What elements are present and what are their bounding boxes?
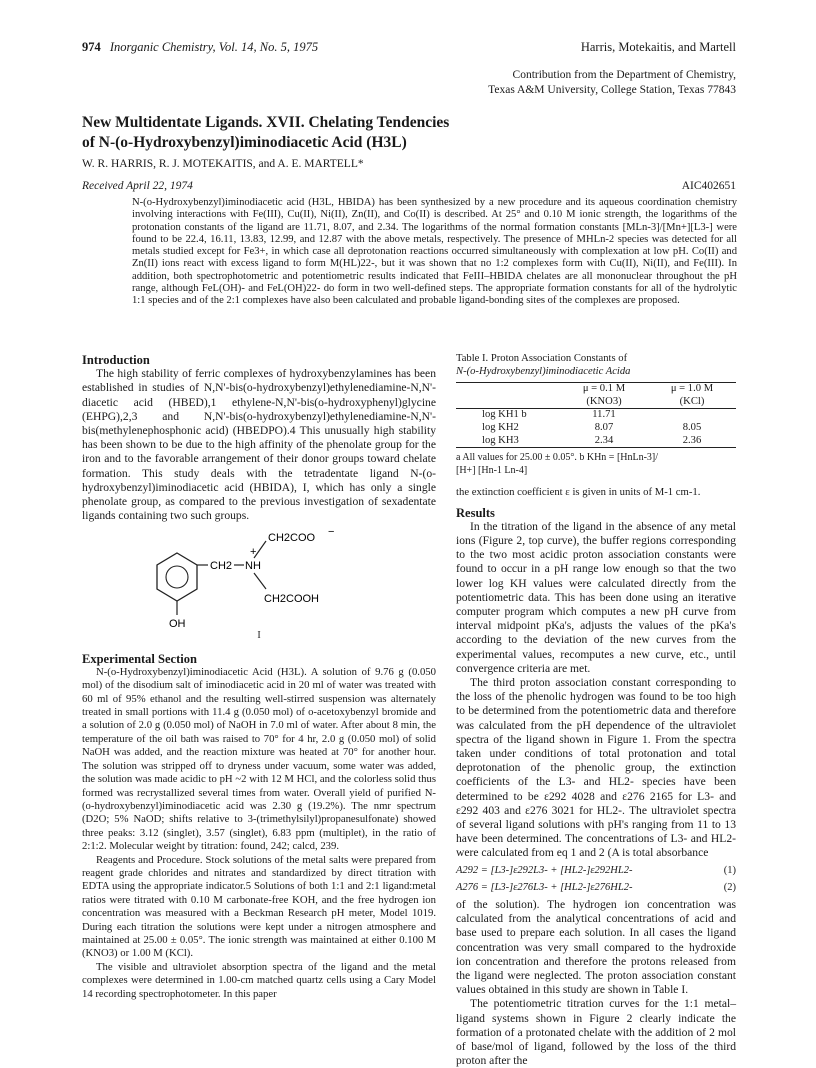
table-footnote-line-2: [H+] [Hn-1 Ln-4] — [456, 464, 528, 476]
table-col2-sub: (KCl) — [648, 396, 736, 409]
contribution-affiliation — [488, 68, 736, 98]
contribution-line-2: Texas A&M University, College Station, Texas 77843 — [488, 84, 736, 96]
aromatic-circle — [166, 566, 188, 588]
nh-label: NH — [245, 560, 261, 573]
chemical-structure-diagram — [142, 525, 372, 629]
minus-charge: − — [328, 526, 335, 539]
running-header-authors: Harris, Motekaitis, and Martell — [580, 40, 736, 54]
received-date: Received April 22, 1974 — [82, 180, 193, 192]
table-proton-constants — [456, 353, 736, 477]
equation-1-number: (1) — [723, 864, 736, 876]
title-line-2: of N-(o-Hydroxybenzyl)iminodiacetic Acid (H3L) — [82, 134, 407, 151]
right-column — [456, 353, 736, 1068]
table-col2-head: μ = 1.0 M — [648, 383, 736, 396]
ch2coo-label: CH2COO — [268, 532, 316, 545]
table-row-label: log KH1 b — [482, 409, 527, 421]
table-cell: 11.71 — [592, 409, 616, 421]
journal-citation: Inorganic Chemistry, Vol. 14, No. 5, 1975 — [109, 40, 319, 54]
n-lower-bond — [254, 573, 266, 589]
table-body — [456, 382, 736, 448]
page-number: 974 — [82, 40, 101, 54]
table-caption-line-2: N-(o-Hydroxybenzyl)iminodiacetic Acida — [456, 365, 631, 377]
experimental-heading: Experimental Section — [82, 651, 197, 666]
results-paragraph-4: The potentiometric titration curves for the 1:1 metal–ligand systems shown in Figure 2 clearly indicate the formation of a protonated chelate with the addition of 2 mol of base/mol of ligand, followed by the loss of the third proton after the — [456, 997, 736, 1068]
table-cell: 2.36 — [648, 435, 736, 448]
experimental-paragraph-reagents: Reagents and Procedure. Stock solutions of the metal salts were prepared from reagent grade chlorides and nitrates and standardized by direct titration with EDTA using the appropriate indicator.5 Solutions of both 1:1 and 2:1 ligand:metal ratios were titrated with 0.10 M carbonate-free KOH, and the free hydrogen ion concentration was measured with a Beckman Research pH meter, Model 1019. During each titration the solutions were kept under a nitrogen atmosphere and maintained at 25.00 ± 0.05°. The ionic strength was maintained at either 0.100 M (KNO3) or 1.00 M (KCl). — [82, 853, 436, 960]
table-cell: 2.34 — [560, 435, 648, 448]
results-paragraph-1: In the titration of the ligand in the absence of any metal ions (Figure 2, top curve), the buffer regions corresponding to the two most acidic proton association constants were found to occur in a pH range low enough so that the two lower log KH values were calculated directly from the potentiometric data. This has been done using an iterative computer program which computes a new pH curve from interval midpoint pKa's, adjusts the values of the pKa's according to the deviation of the new curves from the experimental values, recomputes a new curve, etc., until convergence criteria are met. — [456, 519, 736, 675]
table-caption-line-1: Table I. Proton Association Constants of — [456, 353, 628, 364]
table-row — [456, 435, 736, 448]
table-row — [456, 422, 736, 435]
ch2cooh-label: CH2COOH — [264, 593, 320, 606]
equation-1-expression: A292 = [L3-]ε292L3- + [HL2-]ε292HL2- — [456, 864, 633, 876]
table-caption — [456, 353, 736, 378]
article-title — [82, 113, 682, 153]
table-footnote — [456, 452, 736, 477]
experimental-paragraph-synthesis: N-(o-Hydroxybenzyl)iminodiacetic Acid (H3L). A solution of 9.76 g (0.050 mol) of the disodium salt of iminodiacetic acid in 20 ml of water was treated with 60 ml of 95% ethanol and the resulting well-stirred suspension was alternately treated in small portions with 11.4 g (0.050 mol) of o-acetoxybenzyl bromide and a solution of 2.0 g (0.050 mol) of NaOH in 7.0 ml of water. After about 8 min, the temperature of the oil bath was raised to 70° for 4 hr, 2.0 g (0.050 mol) of solid NaOH was added, and the reaction mixture was heated at 70° for another hour. The solution was stripped off to dryness under vacuum, some water was added, the solution was made acidic to pH ~2 with 12 M HCl, and the colorless solid thus formed was recrystallized several times from water. Overall yield of purified N-(o-hydroxybenzyl)iminodiacetic acid was 2.30 g (19.2%). The nmr spectrum (D2O; 5% NaOD; shifts relative to 3-(trimethylsilyl)propanesulfonate) showed three peaks: 3.12 (singlet), 3.57 (singlet), 6.83 ppm (multiplet), in the ratio of 2:1:2. Molecular weight by titration: found, 242; calcd, 239. — [82, 665, 436, 853]
table-footnote-line-1: a All values for 25.00 ± 0.05°. b KHn = [HnLn-3]/ — [456, 452, 659, 464]
contribution-line-1: Contribution from the Department of Chemistry, — [512, 69, 736, 81]
table-row — [456, 409, 736, 422]
left-column — [82, 353, 436, 1001]
table-row-label: log KH2 — [482, 421, 519, 433]
structure-number: I — [257, 630, 261, 642]
table-cell: 8.07 — [594, 421, 614, 433]
table-cell: 8.05 — [682, 421, 702, 433]
ch2-label: CH2 — [210, 560, 233, 573]
abstract: N-(o-Hydroxybenzyl)iminodiacetic acid (H3L, HBIDA) has been synthesized by a new procedure and its aqueous coordination chemistry involving interactions with Fe(III), Cu(II), Ni(II), Zn(II), and Co(II) is described. At 25° and 0.10 M ionic strength, the logarithms of the protonation constants of the ligand are 11.71, 8.07, and 2.34. The logarithms of the normal formation constants [MLn-3]/[Mn+][L3-] were found to be 22.4, 16.11, 13.83, 12.99, and 12.87 with the above metals, respectively. The presence of MHLn-2 species was detected for all metals studied except for Fe3+, in which case all deprotonation reactions occurred simultaneously with complexation at low pH. Co(II) and Zn(II) ions react with excess ligand to form M(HL)22-, but it was shown that no 1:2 complexes form with Cu(II), Ni(II), and Fe(III). In addition, both spectrophotometric and potentiometric results indicated that FeIII–HBIDA chelates are all mononuclear throughout the pH range, although FeL(OH)- and FeL(OH)22- do form in two well-defined steps. The appropriate formation constants for all of the hydrolytic 1:1 species and of the 2:1 complexes have also been calculated and probable ligand-bonding sites of the complexes are proposed. — [132, 197, 737, 307]
title-line-1: New Multidentate Ligands. XVII. Chelating Tendencies — [82, 114, 450, 131]
running-header-left — [82, 40, 318, 55]
extinction-note: the extinction coefficient ε is given in units of M-1 cm-1. — [456, 486, 701, 499]
oh-label: OH — [169, 618, 186, 630]
results-heading: Results — [456, 505, 495, 520]
introduction-heading: Introduction — [82, 353, 150, 367]
author-list: W. R. HARRIS, R. J. MOTEKAITIS, and A. E. MARTELL* — [82, 158, 364, 170]
table-cell — [648, 409, 736, 422]
equation-1 — [456, 864, 736, 878]
plus-charge: + — [250, 546, 257, 559]
equation-2 — [456, 881, 736, 895]
experimental-paragraph-spectra: The visible and ultraviolet absorption spectra of the ligand and the metal complexes were determined in 1.00-cm matched quartz cells using a Cary Model 14 recording spectrophotometer. In this paper — [82, 960, 436, 1000]
equation-2-expression: A276 = [L3-]ε276L3- + [HL2-]ε276HL2- — [456, 881, 633, 893]
table-row-label: log KH3 — [456, 435, 560, 448]
table-col1-head: μ = 0.1 M — [560, 383, 648, 396]
results-paragraph-3: of the solution). The hydrogen ion concentration was calculated from the analytical concentrations of acid and base used to prepare each solution. In all cases the ligand concentration was very small compared to the hydroxide ion concentration and therefore the protons released from the ligand were neglected. The proton association constant values obtained in this study are shown in Table I. — [456, 898, 736, 997]
results-paragraph-2: The third proton association constant corresponding to the loss of the phenolic hydrogen was found to be too high to be determined from the potentiometric data and therefore was calculated from the pH dependence of the ultraviolet spectra of the ligand shown in Figure 1. From the spectra taken under conditions of total protonation and total deprotonation of the phenolic group, the extinction coefficients of the L3- and HL2- species have been determined to be ε292 4028 and ε276 2165 for L3- and ε292 403 and ε276 3021 for HL2-. The ultraviolet spectra of several ligand solutions with pH's ranging from 11 to 13 have been determined. The concentrations of L3- and HL2- were calculated from eq 1 and 2 (A is total absorbance — [456, 675, 736, 860]
table-col1-sub: (KNO3) — [560, 396, 648, 409]
introduction-paragraph: The high stability of ferric complexes of hydroxybenzylamines has been established in studies of N,N'-bis(o-hydroxybenzyl)ethylenediamine-N,N'-diacetic acid (HBED),1 ethylene-N,N'-bis(o-hydroxyphenyl)glycine (EHPG),2,3 and N,N'-bis(o-hydroxybenzyl)ethylenediamine-N,N'-bis(methylenephosphonic acid) (HBEDPO).4 This unusually high stability has been shown to be due to the high affinity of the phenolate group for the iron and to the favorable arrangement of their donor groups toward chelate formation. This study deals with the tetradentate ligand N-(o-hydroxybenzyl)iminodiacetic acid (HBIDA), I, which has only a single phenolate group, as compared to the previous investigation of sexadentate ligands containing two such groups. — [82, 367, 436, 523]
article-code: AIC402651 — [681, 180, 736, 192]
benzene-ring — [157, 553, 197, 601]
equation-2-number: (2) — [723, 881, 736, 893]
